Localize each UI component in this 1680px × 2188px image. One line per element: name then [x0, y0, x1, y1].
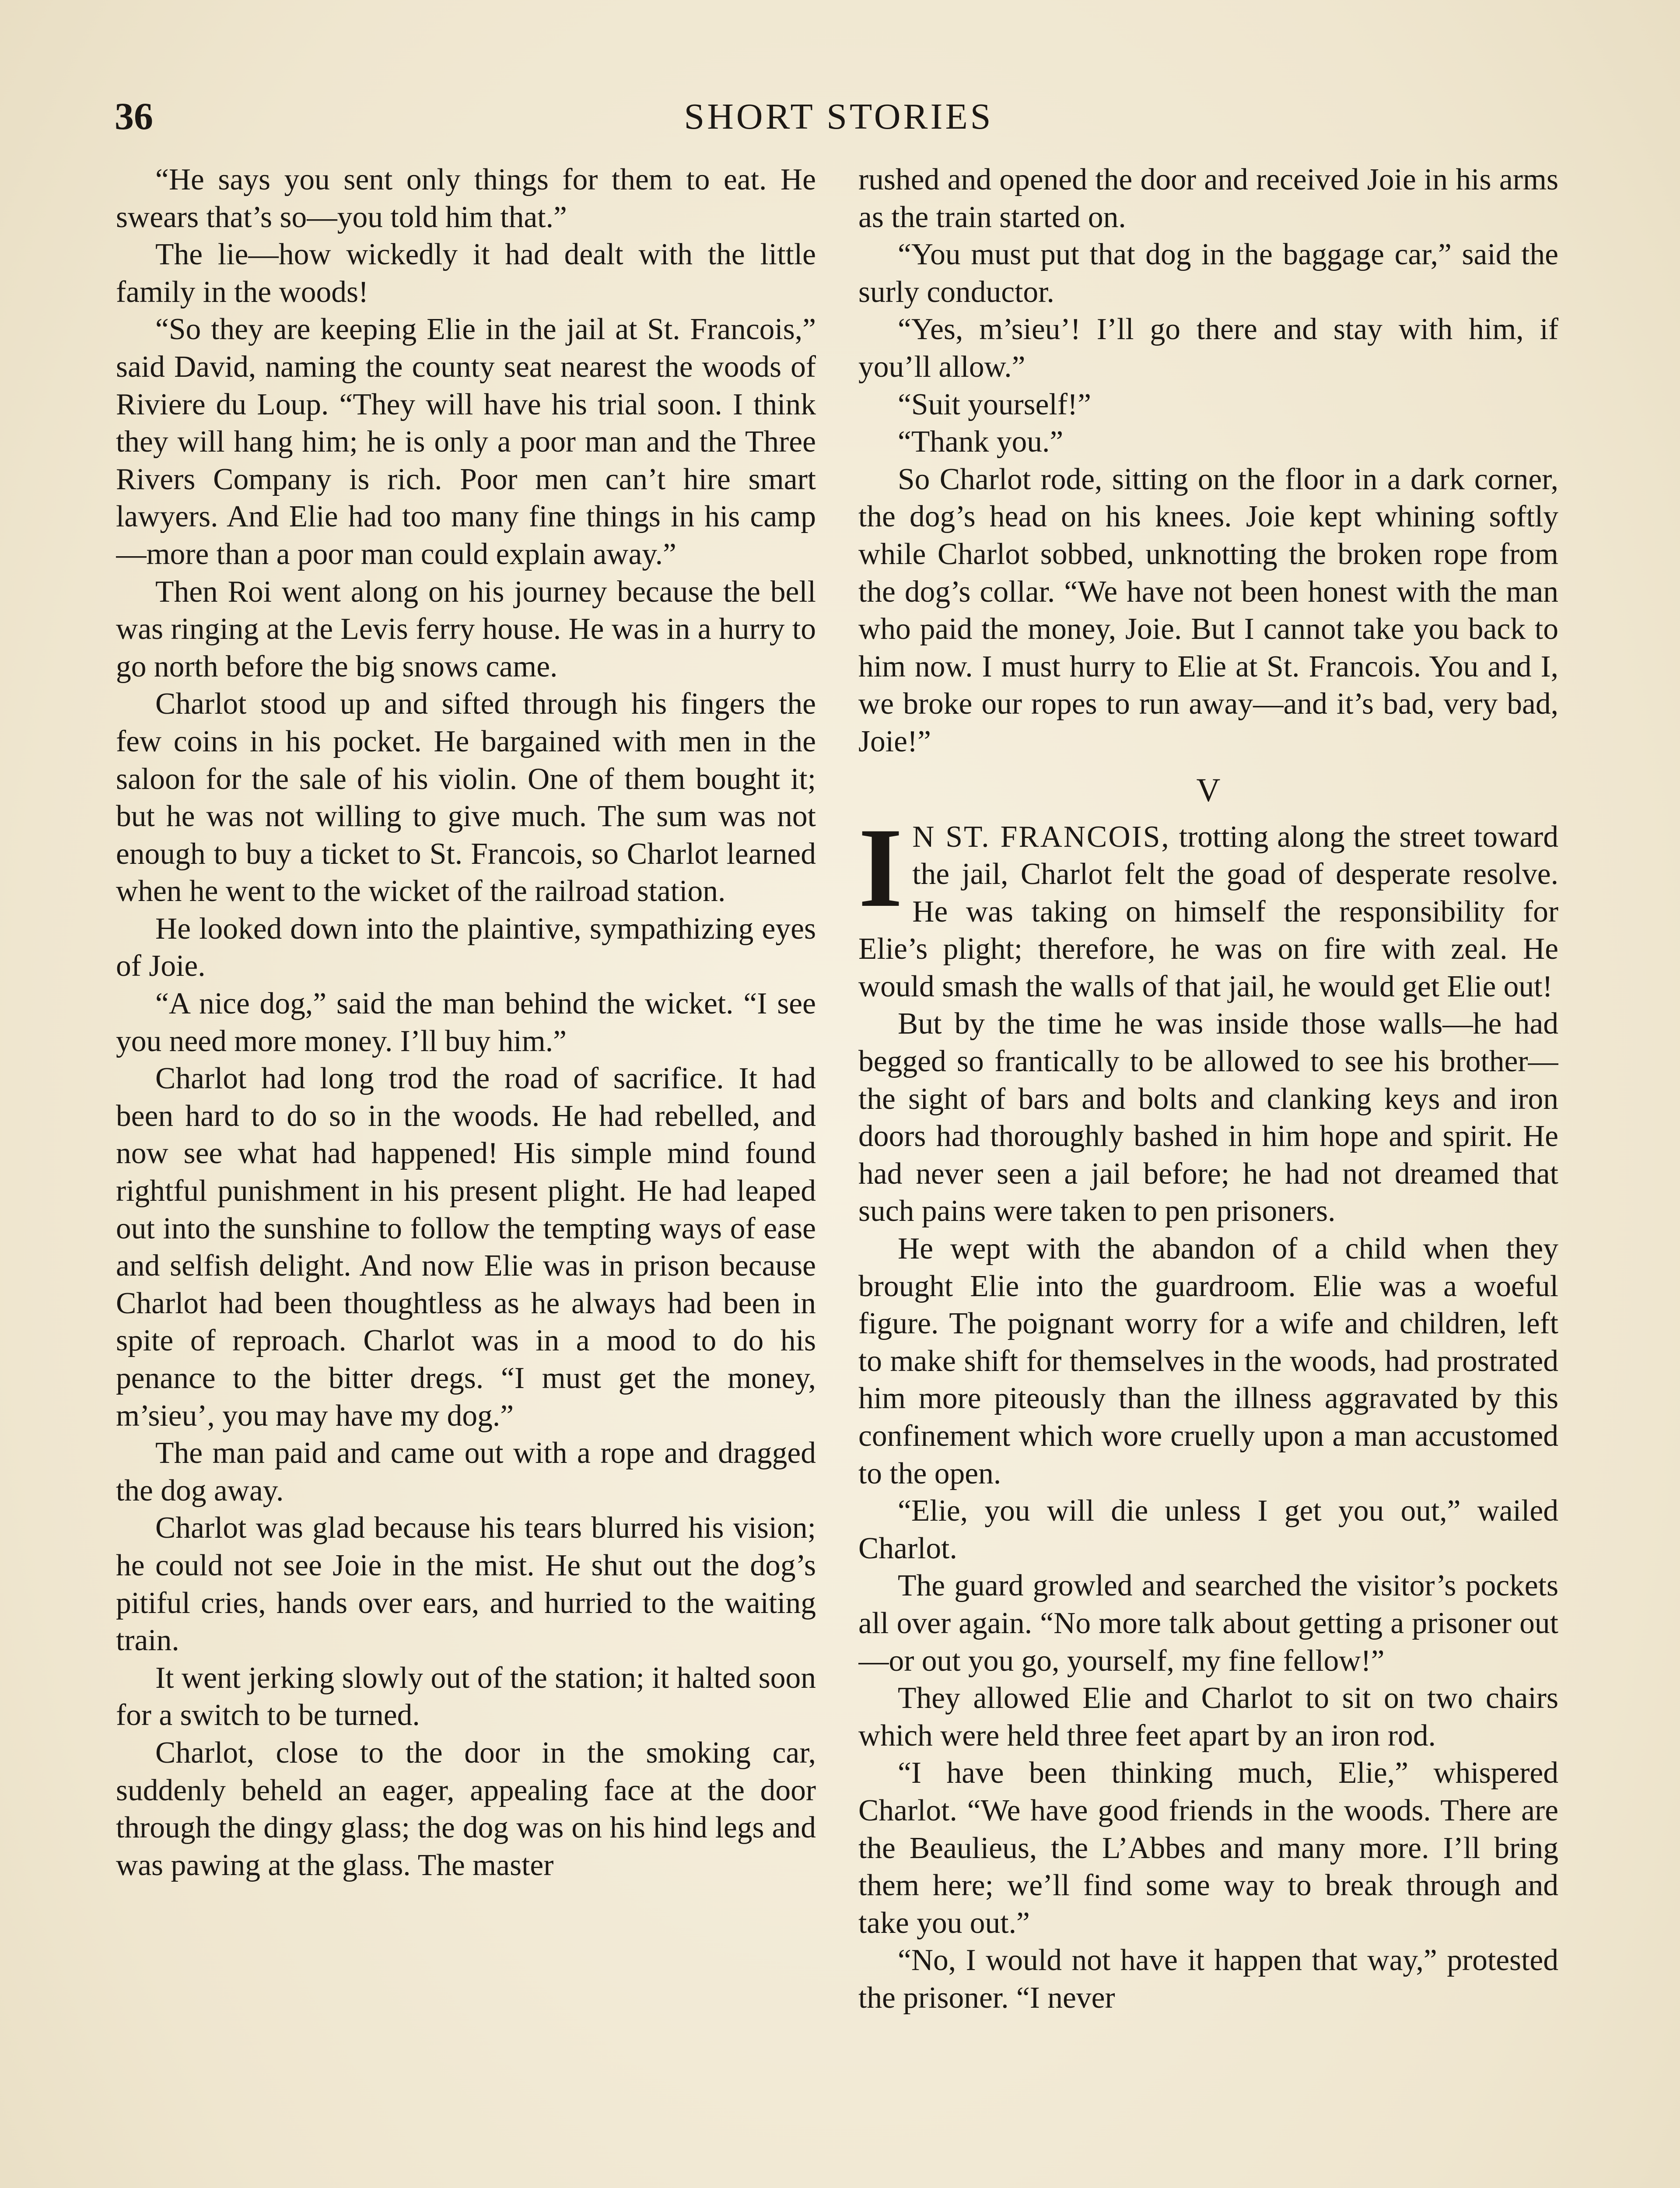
- paragraph: “Yes, m’sieu’! I’ll go there and stay with him, if you’ll allow.”: [858, 312, 1558, 384]
- paragraph: Charlot had long trod the road of sacrifice. It had been hard to do so in the woods. He had rebelled, and now see what had happened! His simple mind found rightful punishment in his present plight. He had leaped out into the sunshine to follow the tempting ways of ease and selfish delight. And now Elie was in prison because Charlot had been thoughtless as he always had been in spite of reproach. Charlot was in a mood to do his penance to the bitter dregs. “I must get the money, m’sieu’, you may have my dog.”: [116, 1062, 816, 1433]
- paragraph: “Elie, you will die unless I get you out,” wailed Charlot.: [858, 1494, 1558, 1565]
- paragraph: Charlot stood up and sifted through his fingers the few coins in his pocket. He bargained with men in the saloon for the sale of his violin. One of them bought it; but he was not willing to give much. The sum was not enough to buy a ticket to St. Francois, so Charlot learned when he went to the wicket of the railroad station.: [116, 687, 816, 908]
- paragraph: But by the time he was inside those walls—he had begged so frantically to be allowed to see his brother—the sight of bars and bolts and clanking keys and iron doors had thoroughly bashed in him hope and spirit. He had never seen a jail before; he had not dreamed that such pains were taken to pen prisoners.: [858, 1007, 1558, 1228]
- paragraph: He looked down into the plaintive, sympathizing eyes of Joie.: [116, 912, 816, 983]
- dropcap-paragraph-text: trotting along the street toward the jail, Charlot felt the goad of desperate resolve. He was taking on himself the responsibility for Elie’s plight; therefore, he was on fire with zeal. He would smash the walls of that jail, he would get Elie out!: [858, 820, 1558, 1003]
- paragraph: Charlot, close to the door in the smoking car, suddenly beheld an eager, appealing face at the door through the dingy glass; the dog was on his hind legs and was pawing at the glass. The master: [116, 1736, 816, 1882]
- paragraph: The guard growled and searched the visitor’s pockets all over again. “No more talk about getting a prisoner out—or out you go, yourself, my fine fellow!”: [858, 1569, 1558, 1678]
- drop-cap: I: [858, 804, 903, 931]
- paragraph: “A nice dog,” said the man behind the wicket. “I see you need more money. I’ll buy him.”: [116, 987, 816, 1058]
- page-number: 36: [115, 95, 153, 138]
- paragraph: The man paid and came out with a rope and dragged the dog away.: [116, 1436, 816, 1508]
- paragraph: So Charlot rode, sitting on the floor in a dark corner, the dog’s head on his knees. Joie kept whining softly while Charlot sobbed, unknotting the broken rope from the dog’s collar. “We have not been honest with the man who paid the money, Joie. But I cannot take you back to him now. I must hurry to Elie at St. Francois. You and I, we broke our ropes to run away—and it’s bad, very bad, Joie!”: [858, 462, 1558, 758]
- paragraph: “I have been thinking much, Elie,” whispered Charlot. “We have good friends in the woods. There are the Beaulieus, the L’Abbes and many more. I’ll bring them here; we’ll find some way to break through and take you out.”: [858, 1756, 1558, 1940]
- dropcap-paragraph: [858, 804, 1558, 1006]
- left-column: [116, 161, 816, 2188]
- section-heading: V: [1196, 771, 1221, 809]
- running-head: SHORT STORIES: [684, 96, 994, 137]
- paragraph: He wept with the abandon of a child when they brought Elie into the guardroom. Elie was a woeful figure. The poignant worry for a wife and children, left to make shift for themselves in the woods, had prostrated him more piteously than the illness aggravated by this confinement which wore cruelly upon a man accustomed to the open.: [858, 1232, 1558, 1490]
- page-header: [115, 93, 1563, 141]
- paragraph: “Thank you.”: [898, 425, 1064, 459]
- paragraph: It went jerking slowly out of the station; it halted soon for a switch to be turned.: [116, 1661, 816, 1732]
- paragraph: Charlot was glad because his tears blurred his vision; he could not see Joie in the mist. He shut out the dog’s pitiful cries, hands over ears, and hurried to the waiting train.: [116, 1511, 816, 1658]
- paragraph: “You must put that dog in the baggage car,” said the surly conductor.: [858, 238, 1558, 309]
- paragraph: Then Roi went along on his journey because the bell was ringing at the Levis ferry house. He was in a hurry to go north before the big snows came.: [116, 575, 816, 684]
- paragraph: “So they are keeping Elie in the jail at St. Francois,” said David, naming the county seat nearest the woods of Riviere du Loup. “They will have his trial soon. I think they will hang him; he is only a poor man and the Three Rivers Company is rich. Poor men can’t hire smart lawyers. And Elie had too many fine things in his camp—more than a poor man could explain away.”: [116, 312, 816, 571]
- dropcap-lead-in: N ST. FRANCOIS,: [912, 820, 1170, 854]
- paragraph: “Suit yourself!”: [898, 387, 1091, 421]
- paragraph: “He says you sent only things for them to eat. He swears that’s so—you told him that.”: [116, 163, 816, 234]
- continued-paragraph: rushed and opened the door and received Joie in his arms as the train started on.: [858, 163, 1558, 234]
- right-column: [858, 161, 1558, 2188]
- paragraph: The lie—how wickedly it had dealt with the little family in the woods!: [116, 238, 816, 309]
- paragraph: They allowed Elie and Charlot to sit on two chairs which were held three feet apart by an iron rod.: [858, 1681, 1558, 1753]
- paragraph: “No, I would not have it happen that way,” protested the prisoner. “I never: [858, 1943, 1558, 2015]
